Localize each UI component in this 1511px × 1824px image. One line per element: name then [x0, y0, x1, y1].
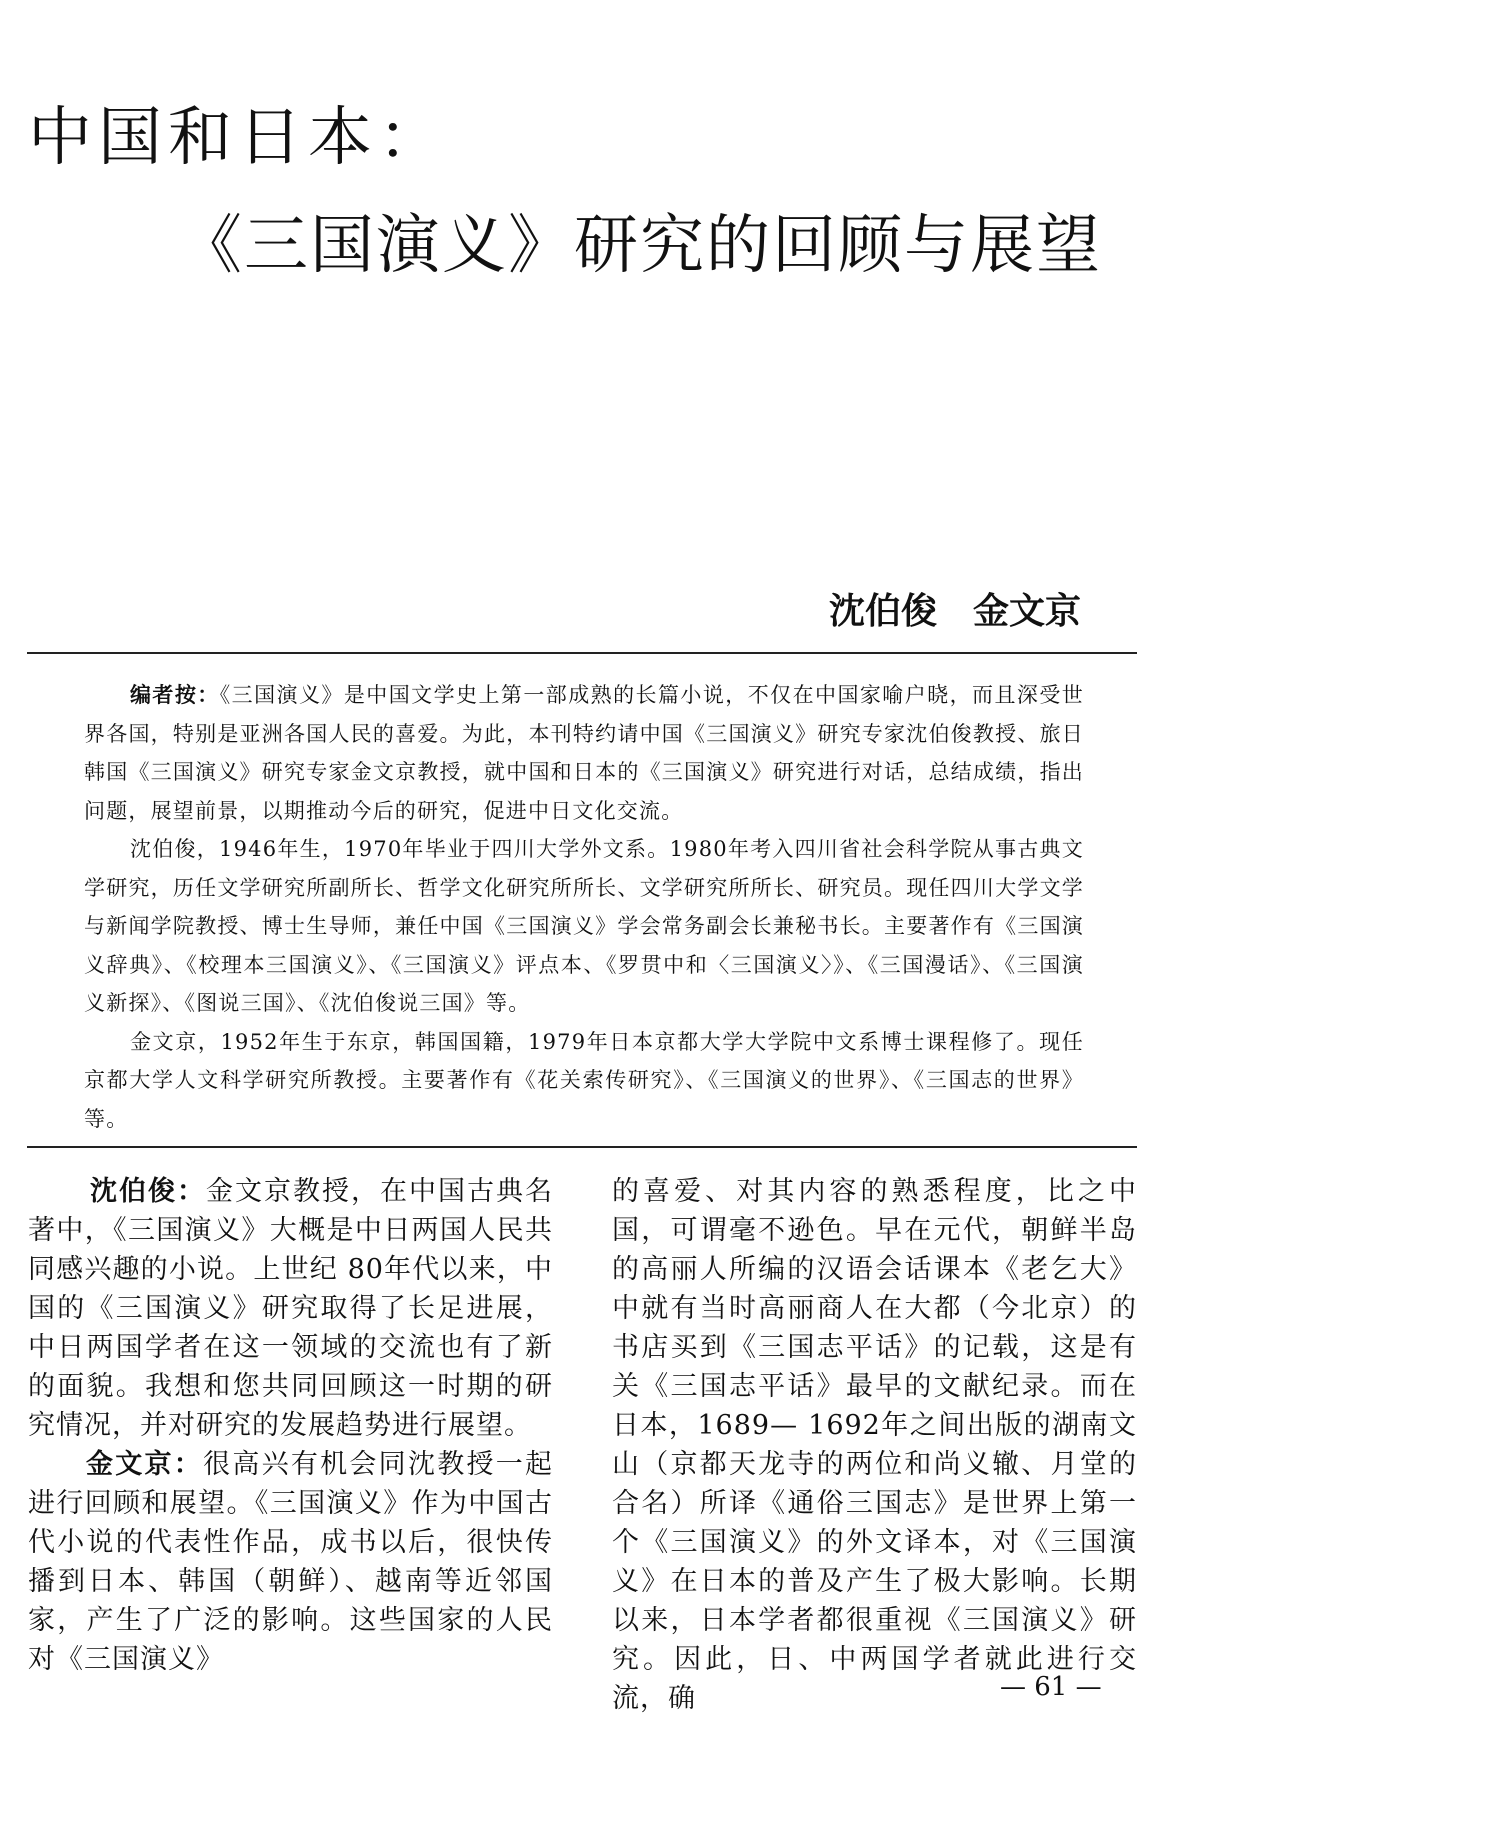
speaker-shen: 沈伯俊： [90, 1176, 206, 1207]
editor-note-paragraph-3: 金文京，1952年生于东京，韩国国籍，1979年日本京都大学大学院中文系博士课程修了。现任京都大学人文科学研究所教授。主要著作有《花关索传研究》、《三国演义的世界》、《三国志的世界》等。 [84, 1029, 1084, 1131]
dialogue-text-1: 金文京教授，在中国古典名著中，《三国演义》大概是中日两国人民共同感兴趣的小说。上世纪 80年代以来，中国的《三国演义》研究取得了长足进展，中日两国学者在这一领域的交流也有了新的面貌。我想和您共同回顾这一时期的研究情况，并对研究的发展趋势进行展望。 [28, 1176, 553, 1441]
speaker-jin: 金文京： [86, 1449, 204, 1480]
dialogue-text-2: 很高兴有机会同沈教授一起进行回顾和展望。《三国演义》作为中国古代小说的代表性作品，成书以后，很快传播到日本、韩国（朝鲜）、越南等近邻国家，产生了广泛的影响。这些国家的人民对《三国演义》 [28, 1449, 554, 1675]
title-line-1: 中国和日本： [28, 101, 448, 175]
title-line-2: 《三国演义》研究的回顾与展望 [178, 209, 1102, 283]
dialogue-paragraph-2 [28, 1445, 553, 1679]
editor-note-label: 编者按： [130, 683, 220, 707]
dialogue-paragraph-1 [28, 1172, 553, 1445]
top-divider [27, 652, 1137, 654]
bottom-divider [27, 1146, 1137, 1148]
editor-note-paragraph-1 [84, 676, 1084, 830]
authors: 沈伯俊 金文京 [828, 591, 1081, 632]
page-number: — 61 — [1000, 1672, 1102, 1702]
editor-note-text-1: 《三国演义》是中国文学史上第一部成熟的长篇小说，不仅在中国家喻户晓，而且深受世界各国，特别是亚洲各国人民的喜爱。为此，本刊特约请中国《三国演义》研究专家沈伯俊教授、旅日韩国《三国演义》研究专家金文京教授，就中国和日本的《三国演义》研究进行对话，总结成绩，指出问题，展望前景，以期推动今后的研究，促进中日文化交流。 [84, 683, 1084, 823]
dialogue-paragraph-2-continued: 的喜爱、对其内容的熟悉程度，比之中国，可谓毫不逊色。早在元代，朝鲜半岛的高丽人所编的汉语会话课本《老乞大》中就有当时高丽商人在大都（今北京）的书店买到《三国志平话》的记载，这是有关《三国志平话》最早的文献纪录。而在日本，1689— 1692年之间出版的湖南文山（京都天龙寺的两位和尚义辙、月堂的合名）所译《通俗三国志》是世界上第一个《三国演义》的外文译本，对《三国演义》在日本的普及产生了极大影响。长期以来，日本学者都很重视《三国演义》研究。因此，日、中两国学者就此进行交流，确 [612, 1176, 1137, 1714]
column-left [28, 1172, 553, 1679]
column-right [612, 1172, 1137, 1718]
editor-note [84, 676, 1084, 1138]
editor-note-paragraph-2: 沈伯俊，1946年生，1970年毕业于四川大学外文系。1980年考入四川省社会科学院从事古典文学研究，历任文学研究所副所长、哲学文化研究所所长、文学研究所所长、研究员。现任四川大学文学与新闻学院教授、博士生导师，兼任中国《三国演义》学会常务副会长兼秘书长。主要著作有《三国演义辞典》、《校理本三国演义》、《三国演义》评点本、《罗贯中和〈三国演义〉》、《三国漫话》、《三国演义新探》、《图说三国》、《沈伯俊说三国》等。 [84, 837, 1084, 1015]
